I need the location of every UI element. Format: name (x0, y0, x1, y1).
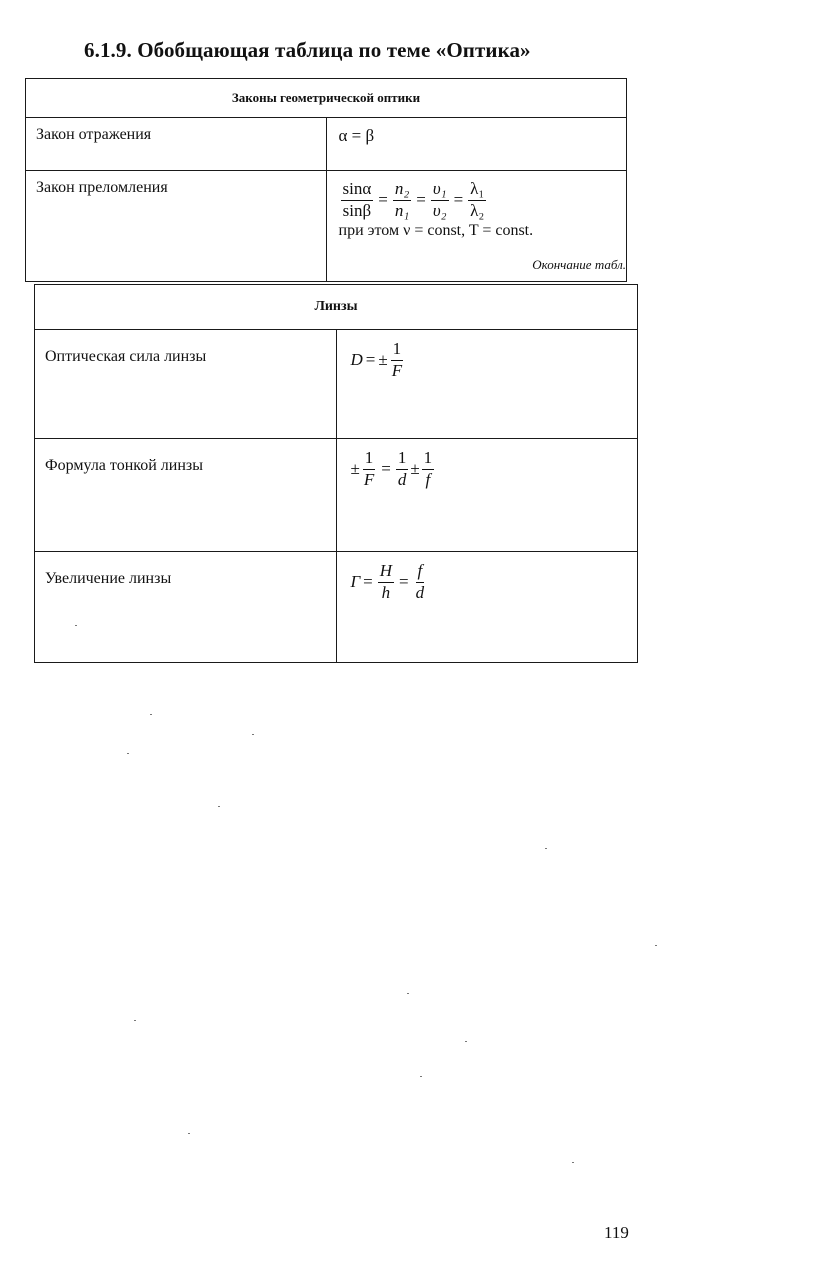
table-header: Линзы (35, 285, 638, 330)
equals-sign: = (399, 572, 409, 592)
magnification-formula (336, 552, 638, 663)
table-row (26, 118, 627, 171)
denominator: F (391, 360, 403, 380)
scan-speck (134, 1020, 136, 1021)
row-label: Закон преломления (26, 171, 327, 282)
denominator: d (415, 582, 425, 602)
reflection-formula: α = β (326, 118, 627, 171)
lenses-table (34, 284, 638, 663)
scan-speck (127, 753, 129, 754)
refraction-condition: при этом ν = const, T = const. (338, 222, 534, 240)
equals-sign: = (378, 190, 388, 210)
row-label: Закон отражения (26, 118, 327, 171)
fraction (414, 562, 427, 602)
numerator: 1 (363, 449, 376, 470)
equals-sign: = (381, 459, 391, 479)
row-label: Формула тонкой линзы (35, 439, 337, 552)
denominator: f (425, 469, 431, 489)
table-header: Законы геометрической оптики (26, 79, 627, 118)
fraction (393, 180, 411, 220)
equals-sign: = (363, 572, 373, 592)
plus-minus-sign: ± (350, 459, 360, 479)
symbol: D (350, 350, 363, 370)
continuation-note: Окончание табл. (532, 257, 626, 272)
table-row (35, 552, 638, 663)
fraction (390, 340, 404, 380)
numerator: H (378, 562, 394, 583)
scan-speck (407, 993, 409, 994)
fraction (362, 449, 376, 489)
equals-sign: = (453, 190, 464, 210)
row-label: Увеличение линзы (35, 552, 337, 663)
numerator: 1 (422, 449, 435, 470)
numerator: λ₁ (468, 180, 486, 201)
denominator: F (363, 469, 375, 489)
fraction (378, 562, 394, 602)
page-number: 119 (604, 1223, 629, 1242)
refraction-equation (339, 180, 489, 220)
scan-speck (150, 714, 152, 715)
scan-speck (465, 1041, 467, 1042)
scan-speck (75, 625, 77, 626)
denominator: d (397, 469, 407, 489)
denominator: υ₂ (432, 200, 447, 220)
plus-minus-sign: ± (378, 350, 388, 370)
scan-speck (420, 1076, 422, 1077)
scan-speck (218, 806, 220, 807)
page-title: 6.1.9. Обобщающая таблица по теме «Оптика» (84, 38, 531, 62)
scan-speck (572, 1162, 574, 1163)
equation (351, 562, 429, 602)
scan-speck (252, 734, 254, 735)
numerator: υ₁ (431, 180, 449, 201)
table-row (35, 330, 638, 439)
plus-minus-sign: ± (410, 459, 420, 479)
fraction (341, 180, 374, 220)
scan-speck (655, 945, 657, 946)
fraction (468, 180, 486, 220)
denominator: n₁ (394, 200, 410, 220)
thin-lens-formula (336, 439, 638, 552)
numerator: 1 (396, 449, 409, 470)
equals-sign: = (416, 190, 426, 210)
symbol: Г (350, 572, 361, 592)
scan-speck (545, 848, 547, 849)
fraction (422, 449, 435, 489)
table-row (35, 439, 638, 552)
geometric-optics-table (25, 78, 627, 282)
denominator: sinβ (342, 200, 372, 220)
numerator: n₂ (393, 180, 411, 201)
denominator: h (381, 582, 391, 602)
numerator: sinα (341, 180, 374, 201)
equation (351, 449, 437, 489)
scan-speck (188, 1133, 190, 1134)
equation (351, 340, 407, 380)
denominator: λ₂ (470, 200, 485, 220)
fraction (431, 180, 449, 220)
fraction (396, 449, 409, 489)
equals-sign: = (365, 350, 376, 370)
row-label: Оптическая сила линзы (35, 330, 337, 439)
numerator: f (416, 562, 425, 583)
numerator: 1 (391, 340, 404, 361)
optical-power-formula (336, 330, 638, 439)
